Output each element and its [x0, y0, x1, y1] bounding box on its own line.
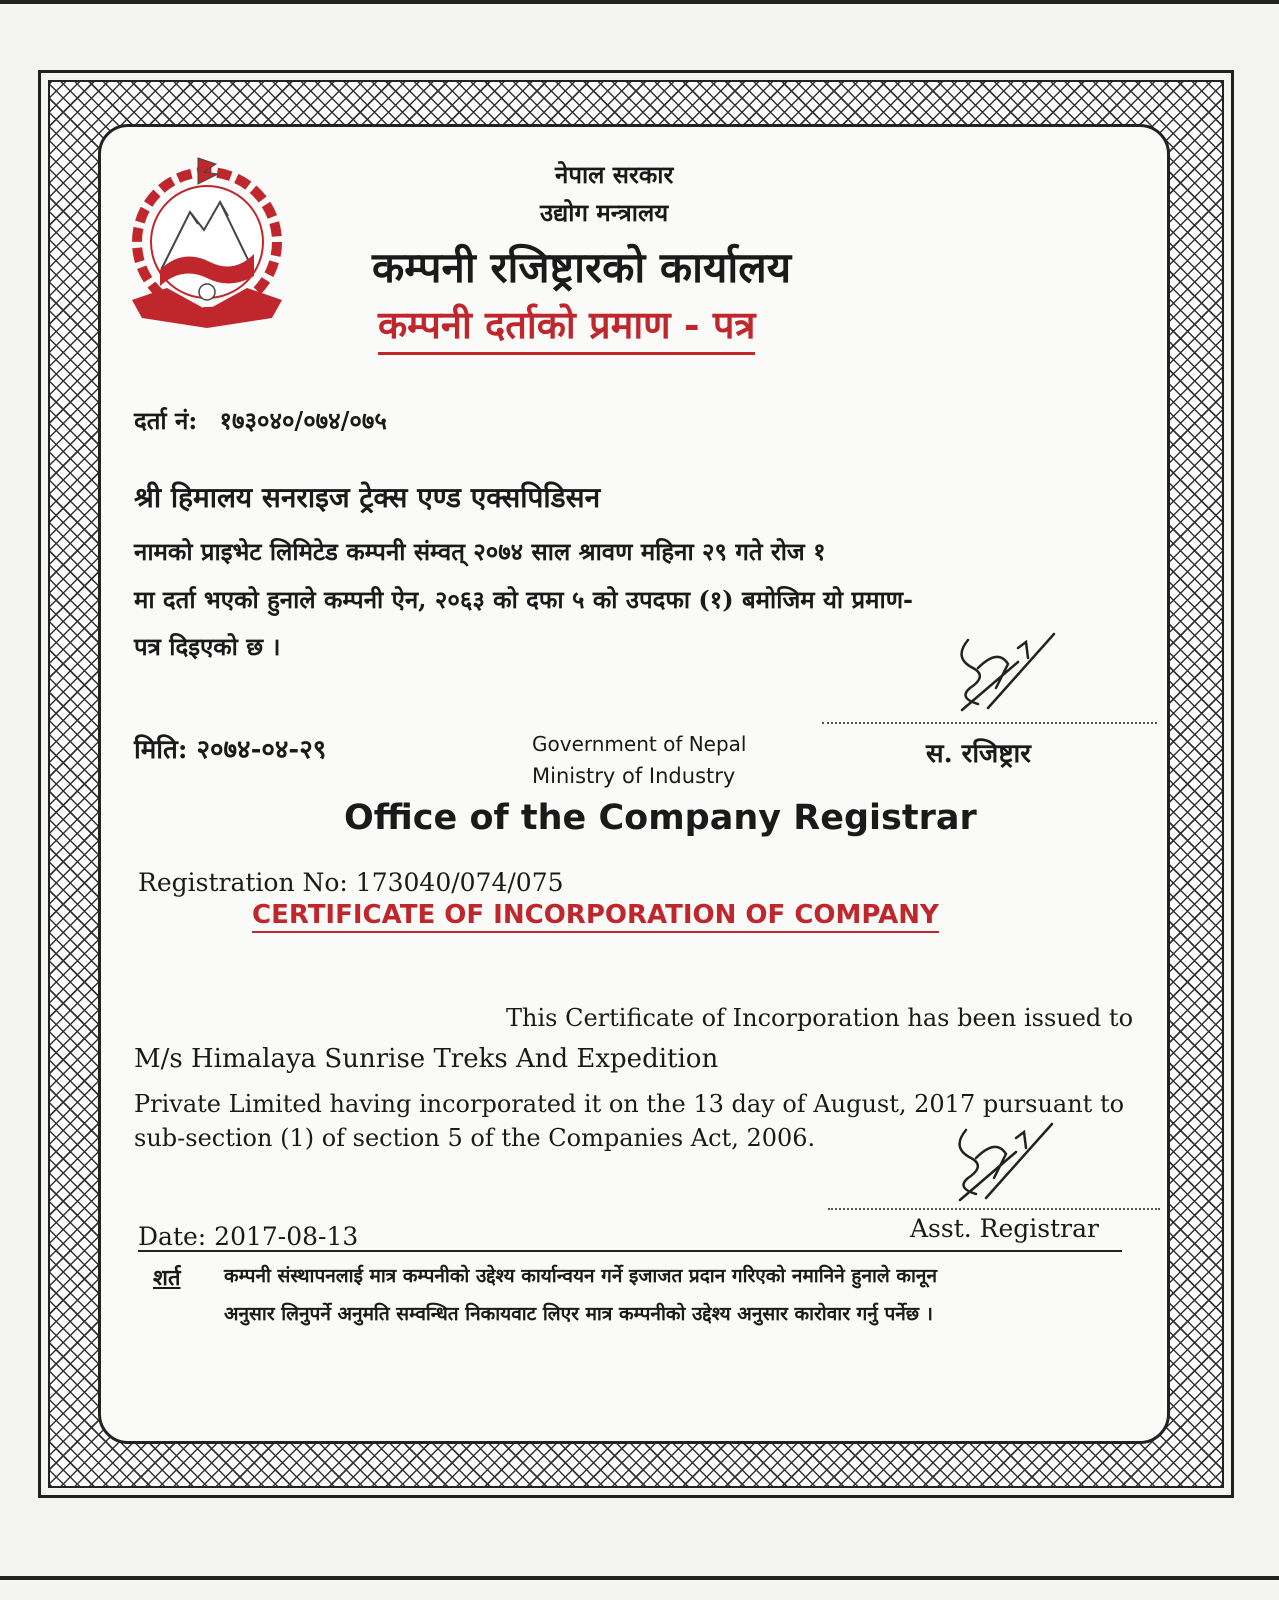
- bottom-edge-line: [0, 1576, 1279, 1580]
- signature-line-en: [828, 1208, 1160, 1210]
- company-name-en: M/s Himalaya Sunrise Treks And Expedition: [134, 1044, 719, 1074]
- signatory-en: Asst. Registrar: [910, 1214, 1099, 1243]
- condition-line2: अनुसार लिनुपर्ने अनुमति सम्वन्धित निकायवाट लिएर मात्र कम्पनीको उद्देश्य अनुसार कारोवार गर्नु पर्नेछ ।: [224, 1303, 933, 1325]
- ministry-en: Ministry of Industry: [532, 764, 736, 788]
- signature-line-np: [822, 722, 1157, 724]
- paragraph-line1-np: नामको प्राइभेट लिमिटेड कम्पनी संम्वत् २०७४ साल श्रावण महिना २९ गते रोज १: [134, 537, 826, 566]
- issued-to-line: This Certificate of Incorporation has been issued to: [506, 1004, 1134, 1032]
- registration-en: Registration No: 173040/074/075: [138, 868, 564, 897]
- date-en: Date: 2017-08-13: [138, 1222, 359, 1251]
- top-edge-line: [0, 0, 1279, 4]
- condition-line1: कम्पनी संस्थापनलाई मात्र कम्पनीको उद्देश्य कार्यान्वयन गर्ने इजाजत प्रदान गरिएको नमानिने हुनाले कानून: [224, 1265, 938, 1287]
- signature-icon: [946, 1118, 1076, 1208]
- registration-label-np: दर्ता नं:: [134, 406, 198, 435]
- paragraph-line2-np: मा दर्ता भएको हुनाले कम्पनी ऐन, २०६३ को दफा ५ को उपदफा (१) बमोजिम यो प्रमाण-: [134, 585, 914, 614]
- date-underline: [138, 1250, 1122, 1252]
- office-title-en: Office of the Company Registrar: [344, 798, 977, 838]
- header-certificate-np: कम्पनी दर्ताको प्रमाण - पत्र: [378, 298, 755, 355]
- government-en: Government of Nepal: [532, 732, 747, 756]
- paragraph-line3-np: पत्र दिइएको छ ।: [134, 632, 281, 661]
- signature-icon: [948, 628, 1078, 718]
- registration-np: [134, 404, 387, 437]
- certificate-title-en: CERTIFICATE OF INCORPORATION OF COMPANY: [252, 900, 939, 933]
- registration-number-np: १७३०४०/०७४/०७५: [219, 406, 387, 435]
- condition-label: शर्त: [153, 1265, 181, 1291]
- company-name-np: श्री हिमालय सनराइज ट्रेक्स एण्ड एक्सपिडिसन: [134, 481, 601, 514]
- date-np: मिति: २०७४-०४-२९: [134, 735, 327, 765]
- incorporation-line1: Private Limited having incorporated it on the 13 day of August, 2017 pursuant to: [134, 1090, 1125, 1118]
- header-government-np: नेपाल सरकार: [555, 160, 674, 189]
- header-ministry-np: उद्योग मन्त्रालय: [540, 198, 669, 227]
- incorporation-line2: sub-section (1) of section 5 of the Companies Act, 2006.: [134, 1124, 816, 1152]
- signatory-np: स. रजिष्ट्रार: [926, 739, 1031, 769]
- nepal-emblem-icon: [112, 150, 302, 340]
- header-office-np: कम्पनी रजिष्ट्रारको कार्यालय: [372, 243, 792, 292]
